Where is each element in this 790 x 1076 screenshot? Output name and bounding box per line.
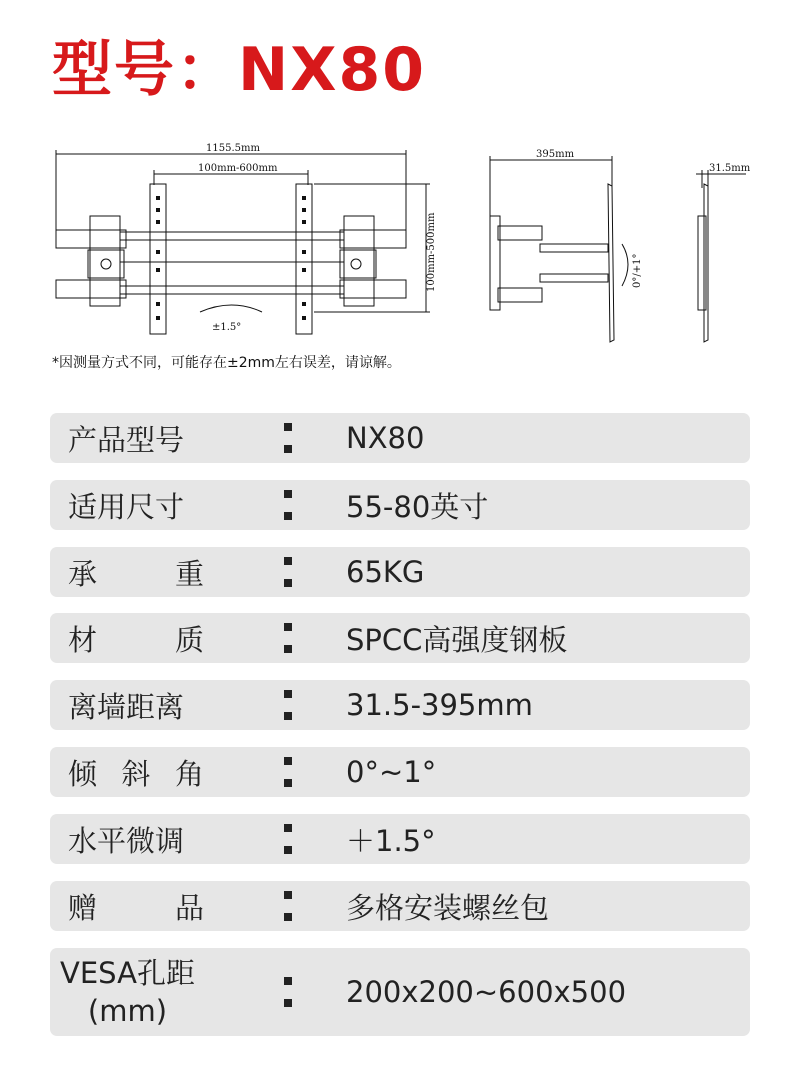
front-view [56,150,430,334]
spec-row-size [50,480,750,530]
spec-value: ＋1.5° [346,823,436,858]
total-width-label: 1155.5mm [206,143,260,154]
spec-value: 多格安装螺丝包 [346,890,550,925]
spec-row-wall-distance [50,680,750,730]
profile-view [696,170,746,342]
spec-value: SPCC高强度钢板 [346,622,568,657]
colon-separator [284,623,292,653]
spec-label: 承 重 [68,556,204,591]
colon-separator [284,490,292,520]
colon-separator [284,423,292,453]
spec-label: 离墙距离 [68,689,185,724]
spec-label: 倾 斜 角 [68,756,204,791]
spec-label: 材 质 [68,622,204,657]
dimension-drawing [0,140,790,350]
spec-row-accessories [50,881,750,931]
spec-value: 31.5-395mm [346,688,533,722]
colon-separator [284,557,292,587]
vesa-height-label: 100mm-500mm [426,212,437,292]
spec-value: 0°~1° [346,755,437,789]
spec-label: 赠 品 [68,890,204,925]
colon-separator [284,977,292,1007]
spec-value: 65KG [346,555,425,589]
spec-row-vesa [50,948,750,1036]
side-view [490,156,628,342]
spec-row-model [50,413,750,463]
spec-value: NX80 [346,421,425,455]
front-rail-holes [156,196,306,320]
min-depth-label: 31.5mm [709,163,751,174]
swivel-label: ±1.5° [212,322,242,333]
spec-row-swivel [50,814,750,864]
colon-separator [284,824,292,854]
spec-label: 产品型号 [68,422,185,457]
vesa-width-label: 100mm-600mm [198,163,278,174]
colon-separator [284,757,292,787]
spec-row-tilt [50,747,750,797]
tilt-label: 0°/+1° [632,253,643,288]
spec-row-load [50,547,750,597]
spec-label: VESA孔距 (mm) [60,956,195,1028]
measurement-note: *因测量方式不同，可能存在±2mm左右误差，请谅解。 [52,355,401,371]
spec-label: 水平微调 [68,823,185,858]
spec-value: 200x200~600x500 [346,975,627,1009]
spec-row-material [50,613,750,663]
spec-label: 适用尺寸 [68,489,185,524]
colon-separator [284,891,292,921]
max-depth-label: 395mm [536,149,575,160]
page-title: 型号：NX80 [52,35,426,105]
spec-value: 55-80英寸 [346,489,489,524]
colon-separator [284,690,292,720]
